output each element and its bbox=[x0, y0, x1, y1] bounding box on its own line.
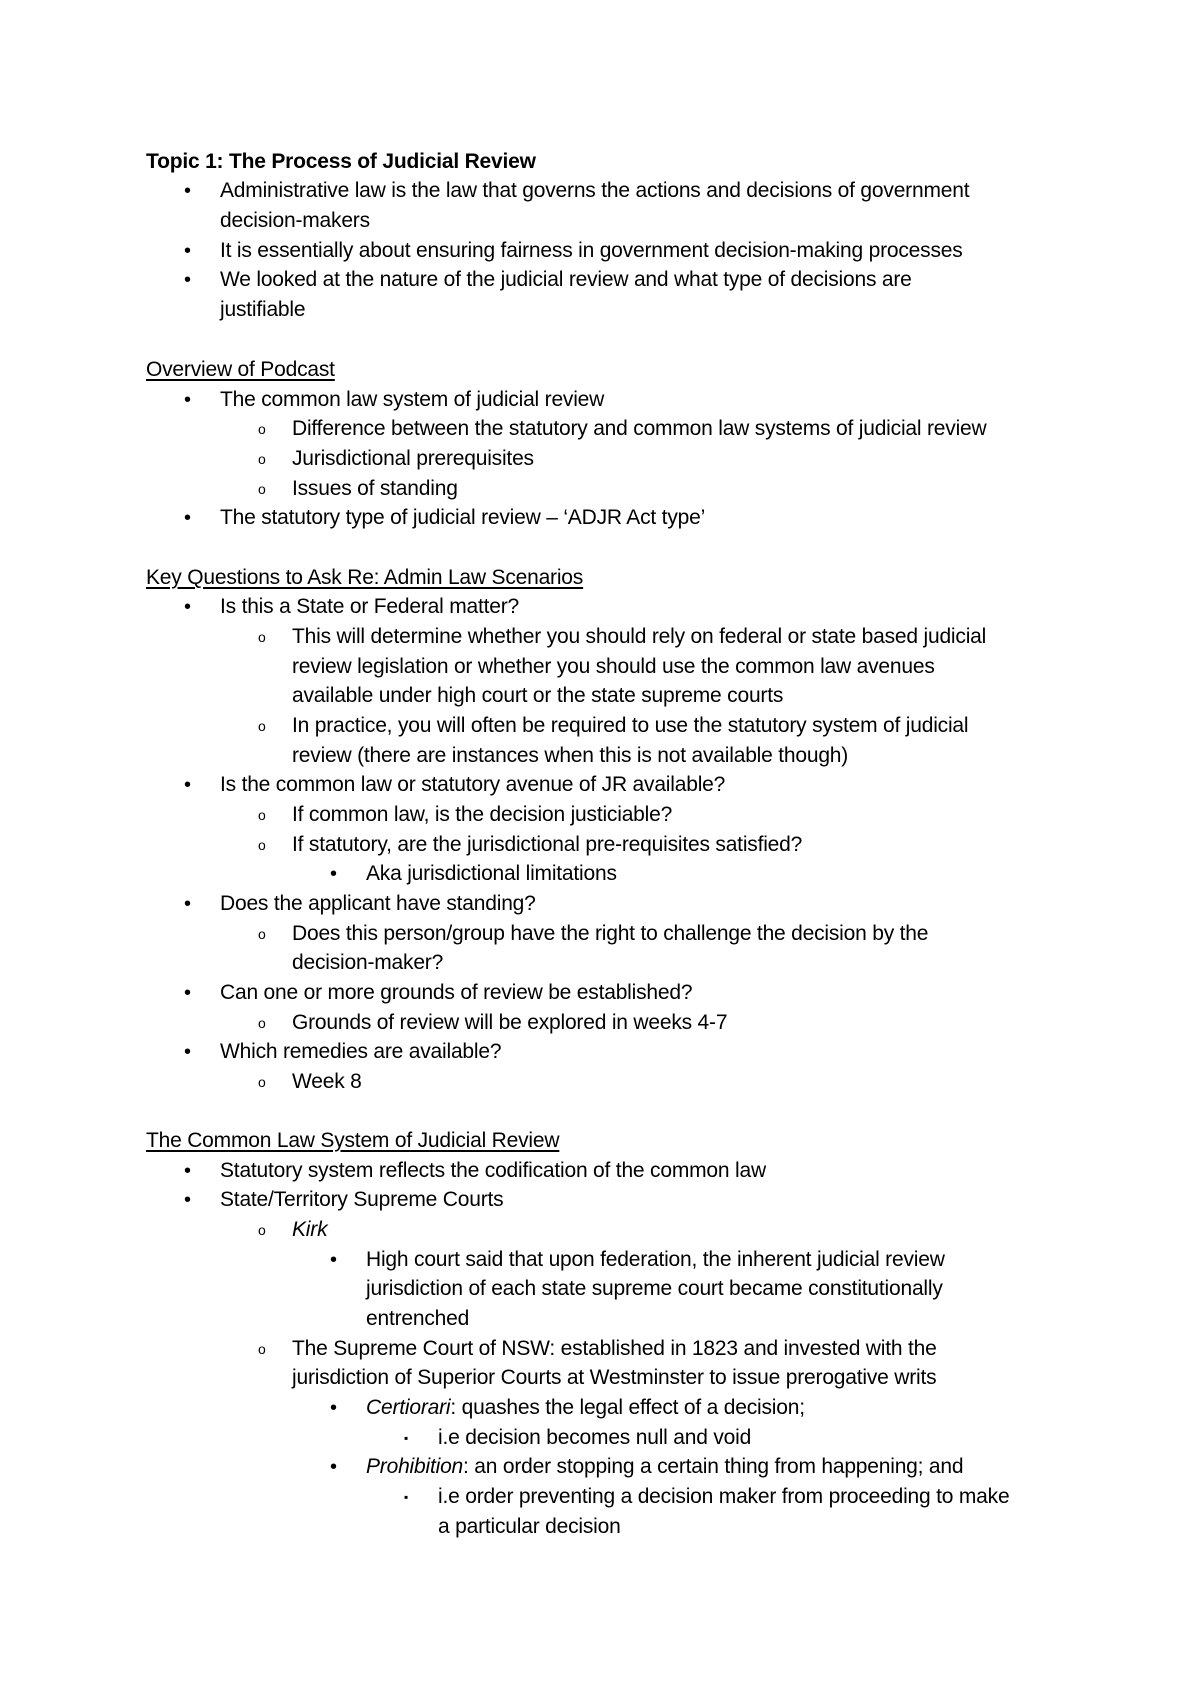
bullet-marker: • bbox=[184, 507, 192, 529]
certiorari-note: i.e decision becomes null and void bbox=[438, 1426, 752, 1449]
nsw-court-line-1: The Supreme Court of NSW: established in 1823 and invested with the bbox=[292, 1337, 937, 1360]
nsw-court-line-2: jurisdiction of Superior Courts at Westminster to issue prerogative writs bbox=[292, 1366, 937, 1389]
overview-bullet-1: The common law system of judicial review bbox=[220, 388, 605, 411]
overview-sub-3: Issues of standing bbox=[292, 477, 458, 500]
sub-bullet-marker: o bbox=[258, 421, 266, 437]
kirk-note-line-1: High court said that upon federation, the inherent judicial review bbox=[366, 1248, 945, 1271]
question-2-sub-2-item: Aka jurisdictional limitations bbox=[366, 862, 617, 885]
prohibition-term: Prohibition bbox=[366, 1455, 464, 1478]
sub-bullet-marker: o bbox=[258, 807, 266, 823]
kirk-note-line-2: jurisdiction of each state supreme court became constitutionally bbox=[366, 1277, 943, 1300]
topic-bullet-3-line-2: justifiable bbox=[220, 298, 306, 321]
sub-bullet-marker: ▪ bbox=[404, 1431, 409, 1445]
bullet-marker: • bbox=[330, 863, 338, 885]
bullet-marker: • bbox=[184, 389, 192, 411]
question-1-sub-1-line-2: review legislation or whether you should use the common law avenues bbox=[292, 655, 935, 678]
sub-bullet-marker: o bbox=[258, 718, 266, 734]
question-3: Does the applicant have standing? bbox=[220, 892, 536, 915]
questions-heading: Key Questions to Ask Re: Admin Law Scenarios bbox=[146, 566, 584, 589]
question-1-sub-2-line-1: In practice, you will often be required to use the statutory system of judicial bbox=[292, 714, 969, 737]
question-4: Can one or more grounds of review be established? bbox=[220, 981, 693, 1004]
sub-bullet-marker: ▪ bbox=[404, 1490, 409, 1504]
certiorari-term: Certiorari bbox=[366, 1396, 451, 1419]
bullet-marker: • bbox=[184, 982, 192, 1004]
prohibition-definition: : an order stopping a certain thing from happening; and bbox=[463, 1455, 964, 1478]
sub-bullet-marker: o bbox=[258, 1222, 266, 1238]
question-1-sub-1-line-1: This will determine whether you should rely on federal or state based judicial bbox=[292, 625, 987, 648]
topic-bullet-1-line-2: decision-makers bbox=[220, 209, 370, 232]
bullet-marker: • bbox=[184, 774, 192, 796]
question-3-sub-1-line-2: decision-maker? bbox=[292, 951, 444, 974]
kirk-case bbox=[292, 1215, 327, 1245]
overview-sub-2: Jurisdictional prerequisites bbox=[292, 447, 534, 470]
topic-bullet-3-line-1: We looked at the nature of the judicial review and what type of decisions are bbox=[220, 268, 912, 291]
sub-bullet-marker: o bbox=[258, 1074, 266, 1090]
question-2-sub-1: If common law, is the decision justiciable? bbox=[292, 803, 673, 826]
kirk-case-name: Kirk bbox=[292, 1218, 328, 1241]
overview-bullet-2: The statutory type of judicial review – ‘ADJR Act type’ bbox=[220, 506, 706, 529]
bullet-marker: • bbox=[184, 180, 192, 202]
question-5: Which remedies are available? bbox=[220, 1040, 502, 1063]
question-2-sub-2: If statutory, are the jurisdictional pre-requisites satisfied? bbox=[292, 833, 803, 856]
sub-bullet-marker: o bbox=[258, 451, 266, 467]
bullet-marker: • bbox=[330, 1249, 338, 1271]
bullet-marker: • bbox=[184, 240, 192, 262]
question-3-sub-1-line-1: Does this person/group have the right to challenge the decision by the bbox=[292, 922, 929, 945]
certiorari-definition: : quashes the legal effect of a decision; bbox=[450, 1396, 805, 1419]
sub-bullet-marker: o bbox=[258, 1341, 266, 1357]
bullet-marker: • bbox=[330, 1456, 338, 1478]
bullet-marker: • bbox=[184, 269, 192, 291]
overview-sub-1: Difference between the statutory and common law systems of judicial review bbox=[292, 417, 987, 440]
question-1: Is this a State or Federal matter? bbox=[220, 595, 520, 618]
topic-title: Topic 1: The Process of Judicial Review bbox=[146, 150, 536, 173]
sub-bullet-marker: o bbox=[258, 926, 266, 942]
question-2: Is the common law or statutory avenue of JR available? bbox=[220, 773, 726, 796]
prohibition-item bbox=[366, 1452, 963, 1482]
question-5-sub-1: Week 8 bbox=[292, 1070, 362, 1093]
question-1-sub-2-line-2: review (there are instances when this is not available though) bbox=[292, 744, 849, 767]
overview-heading: Overview of Podcast bbox=[146, 358, 335, 381]
sub-bullet-marker: o bbox=[258, 1015, 266, 1031]
common-law-bullet-2: State/Territory Supreme Courts bbox=[220, 1188, 504, 1211]
bullet-marker: • bbox=[184, 596, 192, 618]
common-law-bullet-1: Statutory system reflects the codification of the common law bbox=[220, 1159, 766, 1182]
prohibition-note-line-1: i.e order preventing a decision maker from proceeding to make bbox=[438, 1485, 1010, 1508]
prohibition-note-line-2: a particular decision bbox=[438, 1515, 621, 1538]
bullet-marker: • bbox=[184, 1160, 192, 1182]
bullet-marker: • bbox=[184, 893, 192, 915]
common-law-heading: The Common Law System of Judicial Review bbox=[146, 1129, 560, 1152]
topic-bullet-1-line-1: Administrative law is the law that governs the actions and decisions of government bbox=[220, 179, 970, 202]
bullet-marker: • bbox=[330, 1397, 338, 1419]
question-1-sub-1-line-3: available under high court or the state supreme courts bbox=[292, 684, 784, 707]
sub-bullet-marker: o bbox=[258, 837, 266, 853]
kirk-note-line-3: entrenched bbox=[366, 1307, 470, 1330]
sub-bullet-marker: o bbox=[258, 481, 266, 497]
topic-bullet-2: It is essentially about ensuring fairness in government decision-making processes bbox=[220, 239, 963, 262]
bullet-marker: • bbox=[184, 1041, 192, 1063]
sub-bullet-marker: o bbox=[258, 629, 266, 645]
certiorari-item bbox=[366, 1393, 805, 1423]
question-4-sub-1: Grounds of review will be explored in weeks 4-7 bbox=[292, 1011, 728, 1034]
bullet-marker: • bbox=[184, 1189, 192, 1211]
